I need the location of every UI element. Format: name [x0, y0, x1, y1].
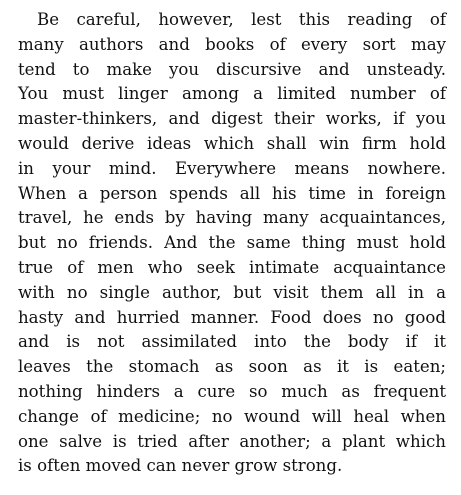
- text-line: and is not assimilated into the body if it: [18, 332, 446, 352]
- text-line: one salve is tried after another; a plant which: [18, 431, 446, 451]
- text-line: You must linger among a limited number of: [18, 84, 446, 104]
- text-line: leaves the stomach as soon as it is eaten;: [18, 357, 446, 377]
- text-line: but no friends. And the same thing must hold: [18, 233, 446, 253]
- text-line: is often moved can never grow strong.: [18, 456, 343, 476]
- text-line: nothing hinders a cure so much as frequent: [18, 381, 446, 401]
- text-line: would derive ideas which shall win firm hold: [18, 133, 446, 153]
- text-line: When a person spends all his time in foreign: [18, 183, 446, 203]
- text-line: tend to make you discursive and unsteady.: [18, 59, 446, 79]
- text-line: with no single author, but visit them all in a: [18, 282, 446, 302]
- text-line: in your mind. Everywhere means nowhere.: [18, 158, 446, 178]
- text-line: master-thinkers, and digest their works, if you: [18, 109, 446, 129]
- text-line: change of medicine; no wound will heal when: [18, 406, 446, 426]
- text-line: many authors and books of every sort may: [18, 34, 446, 54]
- text-line: travel, he ends by having many acquaintances,: [18, 208, 446, 228]
- text-passage: [18, 8, 446, 479]
- text-line: true of men who seek intimate acquaintance: [18, 257, 446, 277]
- text-line: Be careful, however, lest this reading of: [37, 10, 446, 29]
- text-line: hasty and hurried manner. Food does no good: [18, 307, 446, 327]
